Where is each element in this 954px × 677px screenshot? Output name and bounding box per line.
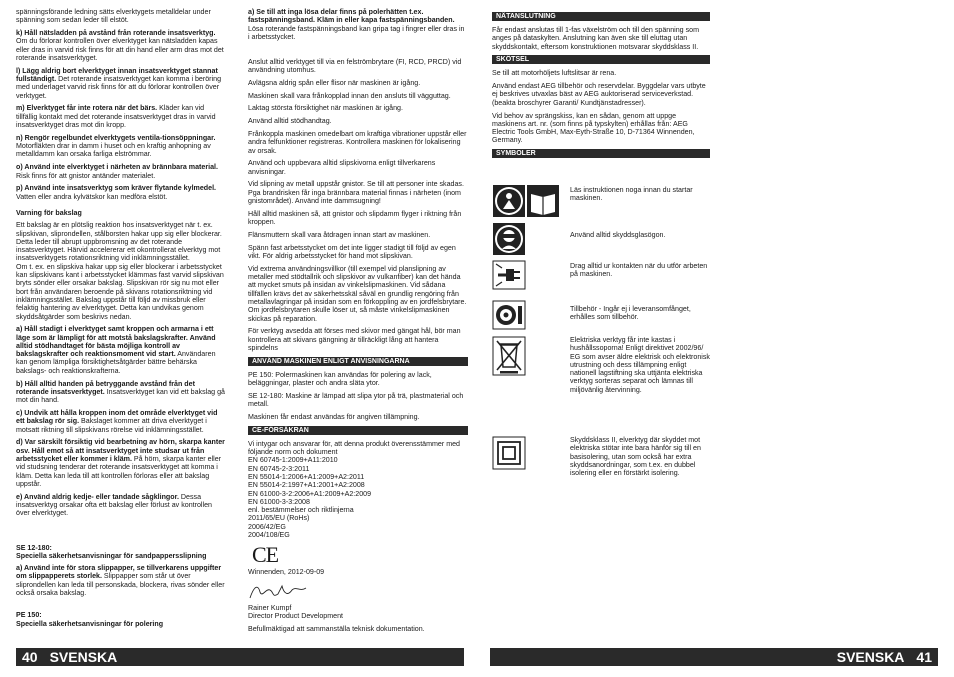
paragraph: Spänn fast arbetsstycket om det inte ligger stadigt till följd av egen vikt. För aldrig arbetsstycket för hand mot slipskivan. [248, 243, 456, 261]
care-heading: SKÖTSEL [492, 55, 710, 64]
usage-heading: ANVÄND MASKINEN ENLIGT ANVISNINGARNA [248, 357, 468, 366]
page-number: 40 [22, 649, 38, 665]
paragraph: Använd alltid stödhandtag. [248, 117, 332, 126]
right-column [492, 12, 710, 163]
protection-class-ii-icon [492, 436, 526, 470]
ce-authorised: Befullmäktigad att sammanställa teknisk dokumentation. [248, 625, 425, 634]
accessory-icon [492, 300, 526, 330]
paragraph: Håll alltid maskinen så, att gnistor och slipdamm flyger i riktning från kroppen. [248, 209, 462, 227]
paragraph: Vid extrema användningsvillkor (till exempel vid planslipning av metaller med stödtallrik och slipskivor av vulkanfiber) kan det hända att mycket smuts på insidan av vinkelslipmaskinen. Vid sådana tillfällen krävs det av säkerhetsskäl såväl en grundlig rengöring från metallavlagringar på insidan som en förkoppling av en jordfelsbrytare. Om jordfelsbrytaren skulle löser ut, så måste vinkelslipmaskinen skickas på reparation. [248, 264, 467, 323]
care-text: Vid behov av sprängskiss, kan en sådan, genom att uppge maskinens art. nr. (som finns på typskylten) erhållas från: AEG Electric Tools GmbH, Max-Eyth-Straße 10, D-71364 Winnenden, Germany. [492, 111, 695, 145]
care-text: Använd endast AEG tillbehör och reservdelar. Byggdelar vars utbyte ej beskrives utvaxlas bäst av AEG auktoriserad serviceverkstad. (beakta broschyrer Garanti/ Kundtjänstadresser). [492, 82, 706, 107]
paragraph: Flänsmuttern skall vara åtdragen innan start av maskinen. [248, 230, 431, 239]
right-page-footer [490, 648, 938, 666]
kickback-item-c: c) Undvik att hålla kroppen inom det område elverktyget vid ett bakslag rör sig. Bakslaget kommer att driva elverktyget i motsatt riktning till slipskivans rörelse vid inklämningsstället. [16, 408, 218, 434]
kickback-item-b: b) Håll alltid handen på betryggande avstånd från det roterande insatsverktyget. Insatsverktyget kan vid ett bakslag gå mot din hand. [16, 379, 225, 405]
left-page-footer [16, 648, 464, 666]
page-number: 41 [916, 649, 932, 665]
ce-signer-title: Director Product Development [248, 612, 344, 621]
symbol-text: Använd alltid skyddsglasögon. [570, 231, 666, 239]
care-text: Se till att motorhöljets luftslitsar är rena. [492, 69, 617, 78]
usage-text: PE 150: Polermaskinen kan användas för polering av lack, beläggningar, plaster och andra släta ytor. [248, 370, 432, 388]
paragraph: För verktyg avsedda att förses med skivor med gängat hål, bör man kontrollera att skivans gängning är tillräckligt lång att hantera spindelns [248, 327, 461, 352]
ce-signer-name: Rainer Kumpf [248, 604, 292, 613]
ce-heading: CE-FÖRSÄKRAN [248, 426, 468, 435]
unplug-icon [492, 260, 526, 290]
ce-mark: CE [252, 541, 279, 567]
kickback-text: Ett bakslag är en plötslig reaktion hos insatsverktyget när t. ex. slipskivan, sliprondellen, stålborsten hakar upp sig eller blockerar. Detta leder till abrupt uppbromsning av det roterande insatsverktyget. Härvid accelererar ett okontrollerat elverktyg mot insatsverktygets rotationsriktning vid inklämningsstället. Om t. ex. en slipskiva hakar upp sig eller blockerar i arbetsstycket kan slipskivans kant i arbetsstycket klämmas fast varvid slipskivan bryts sönder eller orsakar bakslag. Slipskivan rör sig nu mot eller bort från användaren beroende på skivans rotationsriktning vid inklämningsstället. Bakslag uppstår till följd av missbruk eller felaktig hantering av elverktyget. Detta kan undvikas genom skyddsåtgärder som beskrivs nedan. [16, 221, 224, 321]
ce-place-date: Winnenden, 2012-09-09 [248, 567, 325, 576]
symbols-heading: SYMBOLER [492, 149, 710, 158]
left-column-1 [16, 8, 226, 632]
language-label: SVENSKA [49, 649, 118, 665]
usage-text: SE 12-180: Maskine är lämpad att slipa ytor på trä, plastmaterial och metall. [248, 391, 464, 409]
mains-heading: NÄTANSLUTNING [492, 12, 710, 21]
symbol-text: Elektriska verktyg får inte kastas i hushållssoporna! Enligt direktivet 2002/96/ EG som avser äldre elektrisk och elektronisk utrustning och dess tillämpning enligt nationell lagstiftning ska uttjänta elektriska verktyg sorteras separat och lämnas till miljövänlig återvinning. [570, 336, 710, 394]
paragraph: Avlägsna aldrig spån eller flisor när maskinen är igång. [248, 78, 421, 87]
safety-item-k: k) Håll nätsladden på avstånd från roterande insatsverktyg. Om du förlorar kontrollen över elverktyget kan nätsladden kapas eller dras in varvid risk finns för att din hand eller arm dras mot det roterande insatsverktyget. [16, 29, 224, 62]
se12-heading: SE 12-180: Speciella säkerhetsanvisningar för sandpappersslipning [16, 543, 207, 560]
paragraph: Anslut alltid verktyget till via en felströmbrytare (FI, RCD, PRCD) vid användning utomhus. [248, 57, 462, 74]
kickback-item-a: a) Håll stadigt i elverktyget samt kroppen och armarna i ett läge som är lämpligt för att motstå bakslagskrafter. Använd alltid stödhandtaget för bästa möjliga kontroll av bakslagskrafter och reaktionsmoment vid start. Användaren kan genom lämpliga försiktighetsåtgärder bättre behärska bakslags- och reaktionskrafterna. [16, 325, 216, 375]
symbol-text: Tillbehör - Ingår ej i leveransomfånget, erhålles som tillbehör. [570, 305, 691, 322]
paragraph: Använd och uppbevara alltid slipskivorna enligt tillverkarens anvisningar. [248, 159, 436, 176]
safety-item-n: n) Rengör regelbundet elverktygets ventila-tionsöppningar. Motorfläkten drar in damm i huset och en kraftig anhopning av metalldamm kan orsaka farliga elströmmar. [16, 133, 216, 159]
paragraph: Maskinen skall vara frånkopplad innan den ansluts till vägguttag. [248, 91, 451, 100]
weee-bin-icon [492, 336, 526, 376]
symbol-text: Läs instruktionen noga innan du startar maskinen. [570, 186, 693, 203]
polish-item-a: a) Se till att inga lösa delar finns på polerhätten t.ex. fastspänningsband. Kläm in eller kapa fastspänningsbanden. Lösa roterande fastspänningsband kan gripa tag i fingrer eller dras in i arbetsstycket. [248, 8, 465, 41]
symbol-text: Skyddsklass II, elverktyg där skyddet mot elektriska stötar inte bara hänför sig till en basisolering, utan som också har extra skyddsanordningar, som t.ex. en dubbel isolering eller en förstärkt isolering. [570, 436, 701, 478]
paragraph: Laktag största försiktighet när maskinen är igång. [248, 104, 403, 113]
kickback-heading: Varning för bakslag [16, 208, 82, 217]
mains-text: Får endast anslutas till 1-fas växelström och till den spänning som anges på dataskylten. Anslutning kan även ske till eluttag utan skyddskontakt, eftersom konstruktionen motsvarar skyddsklass II. [492, 26, 700, 51]
signature-image [248, 582, 308, 602]
symbol-text: Drag alltid ur kontakten när du utför arbeten på maskinen. [570, 262, 708, 279]
read-manual-icon [492, 184, 560, 218]
ce-text: Vi intygar och ansvarar för, att denna produkt överensstämmer med följande norm och dokument EN 60745-1:2009+A11:2010 EN 60745-2-3:2011 EN 55014-1:2006+A1:2009+A2:2011 EN 55014-2:1997+A1:2001+A2:2008 EN 61000-3-2:2006+A1:2009+A2:2009 EN 61000-3-3:2008 enl. bestämmelser och riktlinjerna 2011/65/EU (RoHs) 2006/42/EG 2004/108/EG [248, 439, 461, 540]
paragraph: spänningsförande ledning sätts elverktygets metalldelar under spänning som sedan leder till elstöt. [16, 8, 211, 25]
kickback-item-e: e) Använd aldrig kedje- eller tandade sågklingor. Dessa insatsverktyg orsakar ofta ett bakslag eller förlust av kontrollen över elverktyget. [16, 492, 212, 518]
safety-item-m: m) Elverktyget får inte rotera när det bärs. Kläder kan vid tillfällig kontakt med det roterande insatsverktyget dras in varvid insatsverktyget dras mot din kropp. [16, 104, 216, 130]
safety-item-o: o) Använd inte elverktyget i närheten av brännbara material. Risk finns för att gnistor antänder materialet. [16, 163, 218, 180]
left-column-2 [248, 8, 468, 638]
safety-item-p: p) Använd inte insatsverktyg som kräver flytande kylmedel. Vatten eller andra kylvätskor kan medföra elstöt. [16, 184, 217, 201]
safety-glasses-icon [492, 222, 526, 256]
se12-item-a: a) Använd inte för stora slippapper, se tillverkarens uppgifter om slippapperets storlek. Slippapper som står ut över sliprondellen kan leda till personskada, blockera, rivas sönder eller också orsaka bakslag. [16, 564, 225, 598]
paragraph: Vid slipning av metall uppstår gnistor. Se till att personer inte skadas. Pga brandrisken får inga brännbara material finnas i närheten (inom gnistområdet). Använd inte dammsugning! [248, 180, 464, 206]
pe150-heading: PE 150: Speciella säkerhetsanvisningar för polering [16, 611, 164, 628]
paragraph: Frånkoppla maskinen omedelbart om kraftiga vibrationer uppstår eller andra felfunktioner registreras. Kontrollera maskinen för lokalisering av orsak. [248, 129, 467, 155]
language-label: SVENSKA [836, 649, 905, 665]
usage-text: Maskinen får endast användas för angiven tillämpning. [248, 412, 420, 421]
safety-item-l: l) Lägg aldrig bort elverktyget innan insatsverktyget stannat fullständigt. Det roterande insatsverktyget kan komma i beröring med underlaget varvid risk finns för att du förlorar kontrollen över verktyget. [16, 66, 222, 100]
kickback-item-d: d) Var särskilt försiktig vid bearbetning av hörn, skarpa kanter osv. Håll emot så att insatsverktyget inte studsar ut från arbetsstycket eller kommer i kläm. På hörn, skarpa kanter eller vid studsning tenderar det roterande insatsverktyget att komma i kläm. Detta kan leda till att kontrollen förloras eller att bakslag uppstår. [16, 438, 225, 488]
